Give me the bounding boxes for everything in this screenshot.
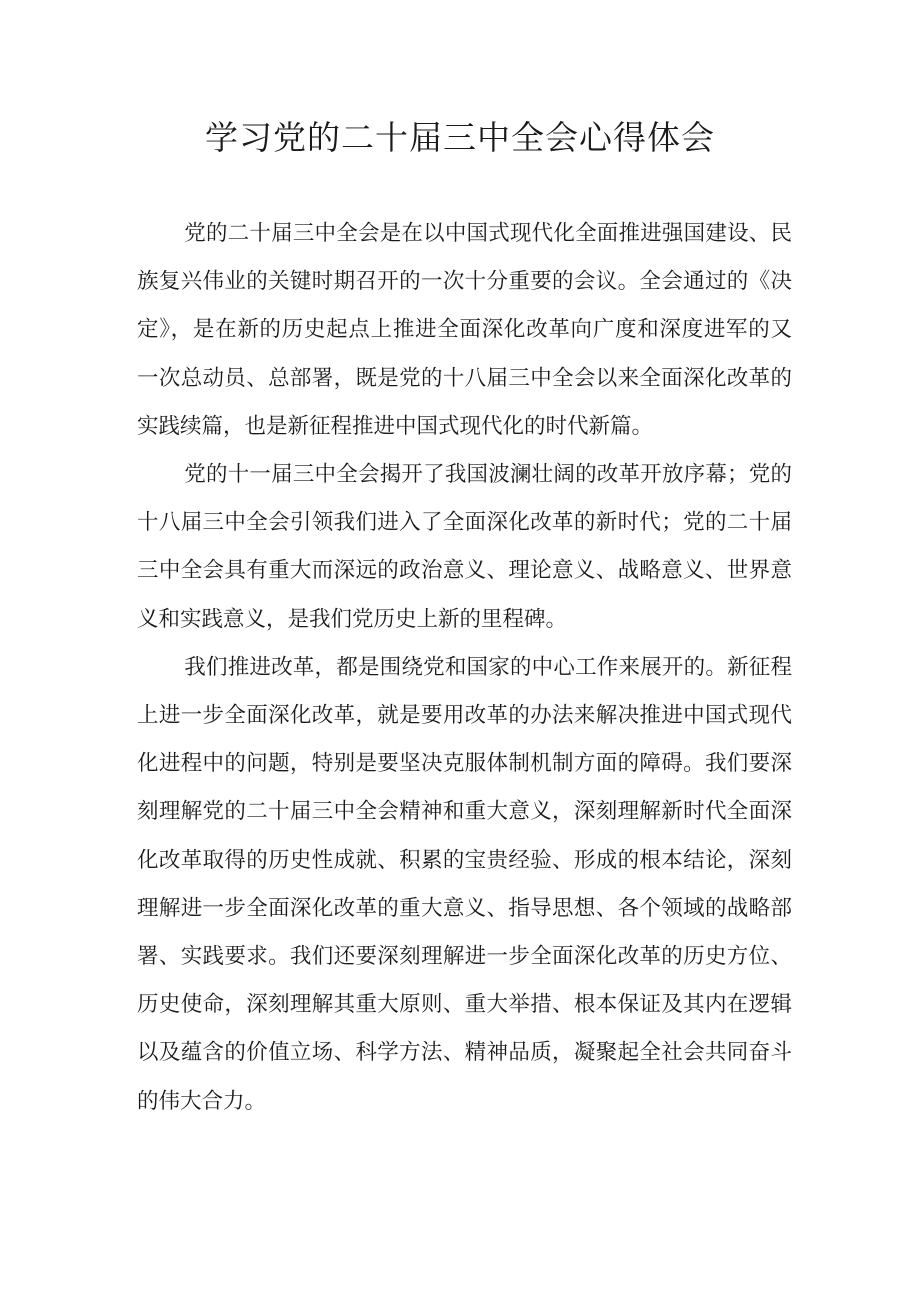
document-title: 学习党的二十届三中全会心得体会 bbox=[205, 118, 715, 157]
document-body bbox=[137, 210, 792, 1126]
paragraph-1: 党的二十届三中全会是在以中国式现代化全面推进强国建设、民族复兴伟业的关键时期召开的一次十分重要的会议。全会通过的《决定》，是在新的历史起点上推进全面深化改革向广度和深度进军的又一次总动员、总部署，既是党的十八届三中全会以来全面深化改革的实践续篇，也是新征程推进中国式现代化的时代新篇。 bbox=[137, 221, 792, 439]
paragraph-3: 我们推进改革，都是围绕党和国家的中心工作来展开的。新征程上进一步全面深化改革，就是要用改革的办法来解决推进中国式现代化进程中的问题，特别是要坚决克服体制机制方面的障碍。我们要深刻理解党的二十届三中全会精神和重大意义，深刻理解新时代全面深化改革取得的历史性成就、积累的宝贵经验、形成的根本结论，深刻理解进一步全面深化改革的重大意义、指导思想、各个领域的战略部署、实践要求。我们还要深刻理解进一步全面深化改革的历史方位、历史使命，深刻理解其重大原则、重大举措、根本保证及其内在逻辑以及蕴含的价值立场、科学方法、精神品质，凝聚起全社会共同奋斗的伟大合力。 bbox=[137, 654, 792, 1114]
paragraph-2: 党的十一届三中全会揭开了我国波澜壮阔的改革开放序幕；党的十八届三中全会引领我们进入了全面深化改革的新时代；党的二十届三中全会具有重大而深远的政治意义、理论意义、战略意义、世界意义和实践意义，是我们党历史上新的里程碑。 bbox=[137, 462, 792, 632]
